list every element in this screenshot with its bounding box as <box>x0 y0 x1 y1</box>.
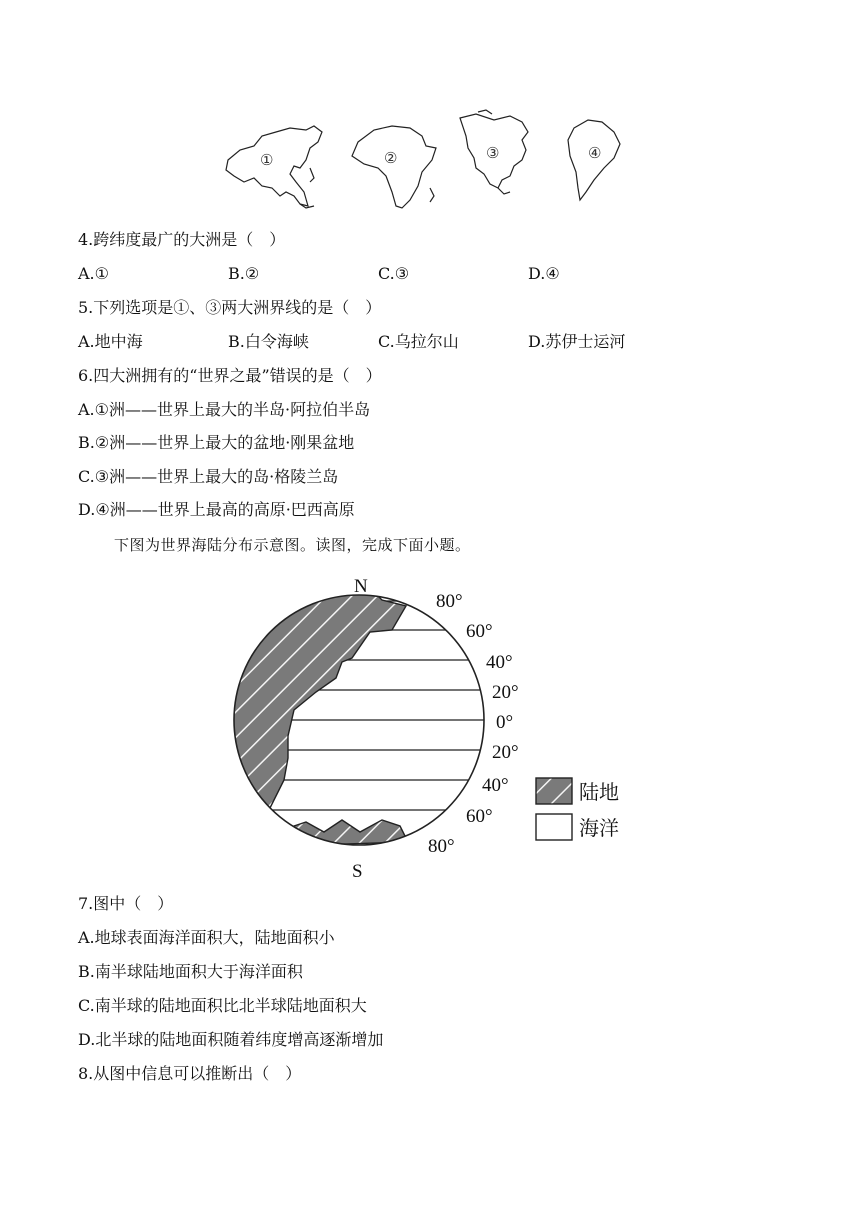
lat-label-n80: 80° <box>436 591 463 612</box>
lat-label-n20: 20° <box>492 682 519 703</box>
question-5-option-b[interactable]: B.白令海峡 <box>228 332 309 351</box>
north-label: N <box>354 576 368 597</box>
lat-label-n40: 40° <box>486 652 513 673</box>
question-4-option-c[interactable]: C.③ <box>378 264 410 283</box>
question-8-stem: 8.从图中信息可以推断出（ ） <box>78 1064 302 1083</box>
question-6-stem: 6.四大洲拥有的“世界之最”错误的是（ ） <box>78 366 382 385</box>
question-6-option-a[interactable]: A.①洲——世界上最大的半岛·阿拉伯半岛 <box>78 400 371 419</box>
land-sea-svg <box>224 570 644 882</box>
question-4-option-a[interactable]: A.① <box>78 264 109 283</box>
lat-label-s80: 80° <box>428 836 455 857</box>
asia-outline <box>226 126 322 208</box>
question-7-option-a[interactable]: A.地球表面海洋面积大，陆地面积小 <box>78 928 335 947</box>
continent-images <box>210 108 640 216</box>
continent-label-3: ③ <box>486 146 500 162</box>
question-4-option-d[interactable]: D.④ <box>528 264 560 283</box>
continent-outlines <box>210 108 640 216</box>
question-6-option-b[interactable]: B.②洲——世界上最大的盆地·刚果盆地 <box>78 433 355 452</box>
question-7-option-b[interactable]: B.南半球陆地面积大于海洋面积 <box>78 962 303 981</box>
legend <box>536 778 619 840</box>
question-7-option-d[interactable]: D.北半球的陆地面积随着纬度增高逐渐增加 <box>78 1030 384 1049</box>
lat-label-s20: 20° <box>492 742 519 763</box>
question-7-option-c[interactable]: C.南半球的陆地面积比北半球陆地面积大 <box>78 996 367 1015</box>
continent-label-1: ① <box>260 153 274 169</box>
lat-label-equator: 0° <box>496 712 514 733</box>
land-sea-diagram <box>224 570 644 882</box>
legend-land-swatch <box>536 778 572 804</box>
question-4-option-b[interactable]: B.② <box>228 264 260 283</box>
legend-land-label: 陆地 <box>579 782 619 804</box>
lat-label-n60: 60° <box>466 621 493 642</box>
africa-outline <box>352 126 436 208</box>
question-5-option-c[interactable]: C.乌拉尔山 <box>378 332 459 351</box>
question-5-option-d[interactable]: D.苏伊士运河 <box>528 332 626 351</box>
question-5-option-a[interactable]: A.地中海 <box>78 332 143 351</box>
question-5-stem: 5.下列选项是①、③两大洲界线的是（ ） <box>78 298 382 317</box>
lat-label-s60: 60° <box>466 806 493 827</box>
question-6-option-c[interactable]: C.③洲——世界上最大的岛·格陵兰岛 <box>78 467 339 486</box>
legend-ocean-label: 海洋 <box>579 818 619 840</box>
continent-label-2: ② <box>384 151 398 167</box>
question-7-stem: 7.图中（ ） <box>78 894 174 913</box>
lat-label-s40: 40° <box>482 775 509 796</box>
continent-label-4: ④ <box>588 146 602 162</box>
legend-ocean-swatch <box>536 814 572 840</box>
diagram-intro: 下图为世界海陆分布示意图。读图，完成下面小题。 <box>114 536 471 554</box>
south-label: S <box>352 861 363 882</box>
question-4-stem: 4.跨纬度最广的大洲是（ ） <box>78 230 286 249</box>
question-6-option-d[interactable]: D.④洲——世界上最高的高原·巴西高原 <box>78 500 355 519</box>
